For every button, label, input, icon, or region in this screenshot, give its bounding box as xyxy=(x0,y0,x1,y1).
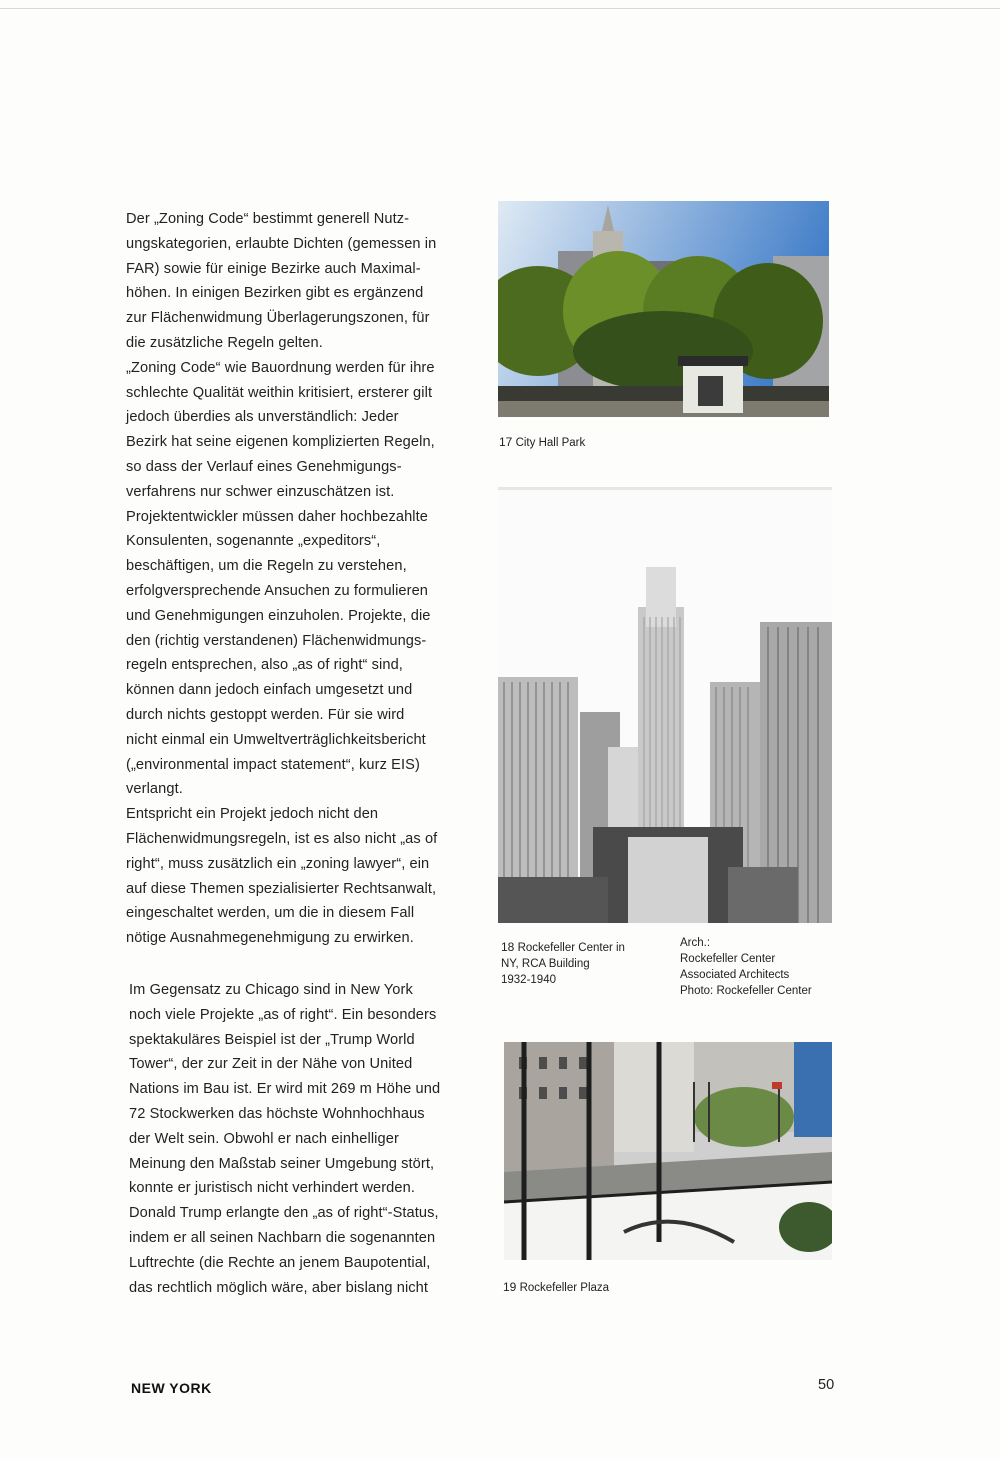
credit-fig18 xyxy=(680,935,812,999)
text-line: „Zoning Code“ wie Bauordnung werden für ihre xyxy=(126,359,435,376)
fig18-credit-line3: Associated Architects xyxy=(680,969,790,981)
text-line: konnte er juristisch nicht verhindert werden. xyxy=(129,1180,415,1197)
caption-fig18 xyxy=(501,939,625,988)
text-line: regeln entsprechen, also „as of right“ sind, xyxy=(126,657,403,674)
text-line: Tower“, der zur Zeit in der Nähe von United xyxy=(129,1056,413,1073)
text-line: die zusätzliche Regeln gelten. xyxy=(126,334,323,351)
fig19-caption: Rockefeller Plaza xyxy=(519,1282,610,1294)
photo-city-hall-park xyxy=(498,201,829,417)
fig18-caption-line1: Rockefeller Center in xyxy=(517,942,625,954)
fig18-credit-line1: Arch.: xyxy=(680,937,711,949)
text-line: spektakuläres Beispiel ist der „Trump World xyxy=(129,1031,415,1048)
text-line: können dann jedoch einfach umgesetzt und xyxy=(126,682,413,699)
text-line: Donald Trump erlangte den „as of right“-Status, xyxy=(129,1205,439,1222)
photo-rockefeller-plaza xyxy=(504,1042,832,1260)
text-line: verlangt. xyxy=(126,781,183,798)
text-line: durch nichts gestoppt werden. Für sie wird xyxy=(126,706,405,723)
text-line: beschäftigen, um die Regeln zu verstehen, xyxy=(126,558,407,575)
text-line: ungskategorien, erlaubte Dichten (gemessen in xyxy=(126,235,437,252)
text-line: auf diese Themen spezialisierter Rechtsanwalt, xyxy=(126,880,437,897)
text-line: indem er all seinen Nachbarn die sogenannten xyxy=(129,1229,436,1246)
text-line: Projektentwickler müssen daher hochbezahlte xyxy=(126,508,429,525)
text-line: Konsulenten, sogenannte „expeditors“, xyxy=(126,533,381,550)
text-line: höhen. In einigen Bezirken gibt es ergänzend xyxy=(126,285,424,302)
text-line: Nations im Bau ist. Er wird mit 269 m Höhe und xyxy=(129,1081,441,1098)
text-line: erfolgversprechende Ansuchen zu formulieren xyxy=(126,582,429,599)
fig18-credit-line4: Photo: Rockefeller Center xyxy=(680,985,812,997)
caption-fig17 xyxy=(499,434,585,451)
text-line: FAR) sowie für einige Bezirke auch Maximal- xyxy=(126,260,421,277)
text-line: Der „Zoning Code“ bestimmt generell Nutz- xyxy=(126,211,410,227)
text-line: („environmental impact statement“, kurz EIS) xyxy=(126,756,420,773)
text-column-2 xyxy=(129,978,479,1300)
text-line: das rechtlich möglich wäre, aber bislang nicht xyxy=(129,1279,429,1296)
fig19-number: 19 xyxy=(503,1280,517,1294)
text-line: so dass der Verlauf eines Genehmigungs- xyxy=(126,458,402,475)
text-line: noch viele Projekte „as of right“. Ein besonders xyxy=(129,1006,437,1023)
text-line: Luftrechte (die Rechte an jenem Baupotential, xyxy=(129,1254,431,1271)
caption-fig19 xyxy=(503,1279,609,1296)
text-line: zur Flächenwidmung Überlagerungszonen, für xyxy=(126,310,430,327)
top-rule xyxy=(0,8,1000,9)
fig17-number: 17 xyxy=(499,435,513,449)
text-line: right“, muss zusätzlich ein „zoning lawyer“, ein xyxy=(126,855,430,872)
fig17-caption: City Hall Park xyxy=(515,437,586,449)
text-line: jedoch überdies als unverständlich: Jeder xyxy=(126,409,399,426)
footer-section-title: NEW YORK xyxy=(131,1380,212,1396)
text-line: Bezirk hat seine eigenen komplizierten Regeln, xyxy=(126,434,435,451)
photo-rockefeller-center xyxy=(498,487,832,923)
text-line: nicht einmal ein Umweltverträglichkeitsbericht xyxy=(126,731,426,748)
fig18-credit-line2: Rockefeller Center xyxy=(680,953,776,965)
text-line: und Genehmigungen einzuholen. Projekte, die xyxy=(126,607,431,624)
text-line: schlechte Qualität weithin kritisiert, ersterer gilt xyxy=(126,384,433,401)
text-line: 72 Stockwerken das höchste Wohnhochhaus xyxy=(129,1105,425,1122)
fig18-number: 18 xyxy=(501,940,515,954)
text-line: Flächenwidmungsregeln, ist es also nicht „as of xyxy=(126,830,438,847)
text-line: der Welt sein. Obwohl er nach einhelliger xyxy=(129,1130,399,1147)
text-line: verfahrens nur schwer einzuschätzen ist. xyxy=(126,483,395,500)
text-line: den (richtig verstandenen) Flächenwidmungs- xyxy=(126,632,427,649)
text-column-1 xyxy=(126,207,476,951)
page-number: 50 xyxy=(818,1377,835,1393)
fig18-caption-line2: NY, RCA Building xyxy=(501,958,590,970)
text-line: Entspricht ein Projekt jedoch nicht den xyxy=(126,806,379,823)
text-line: nötige Ausnahmegenehmigung zu erwirken. xyxy=(126,930,414,947)
text-line: Im Gegensatz zu Chicago sind in New York xyxy=(129,982,413,998)
fig18-caption-line3: 1932-1940 xyxy=(501,974,556,986)
text-line: eingeschaltet werden, um die in diesem Fall xyxy=(126,905,415,922)
text-line: Meinung den Maßstab seiner Umgebung stört, xyxy=(129,1155,435,1172)
